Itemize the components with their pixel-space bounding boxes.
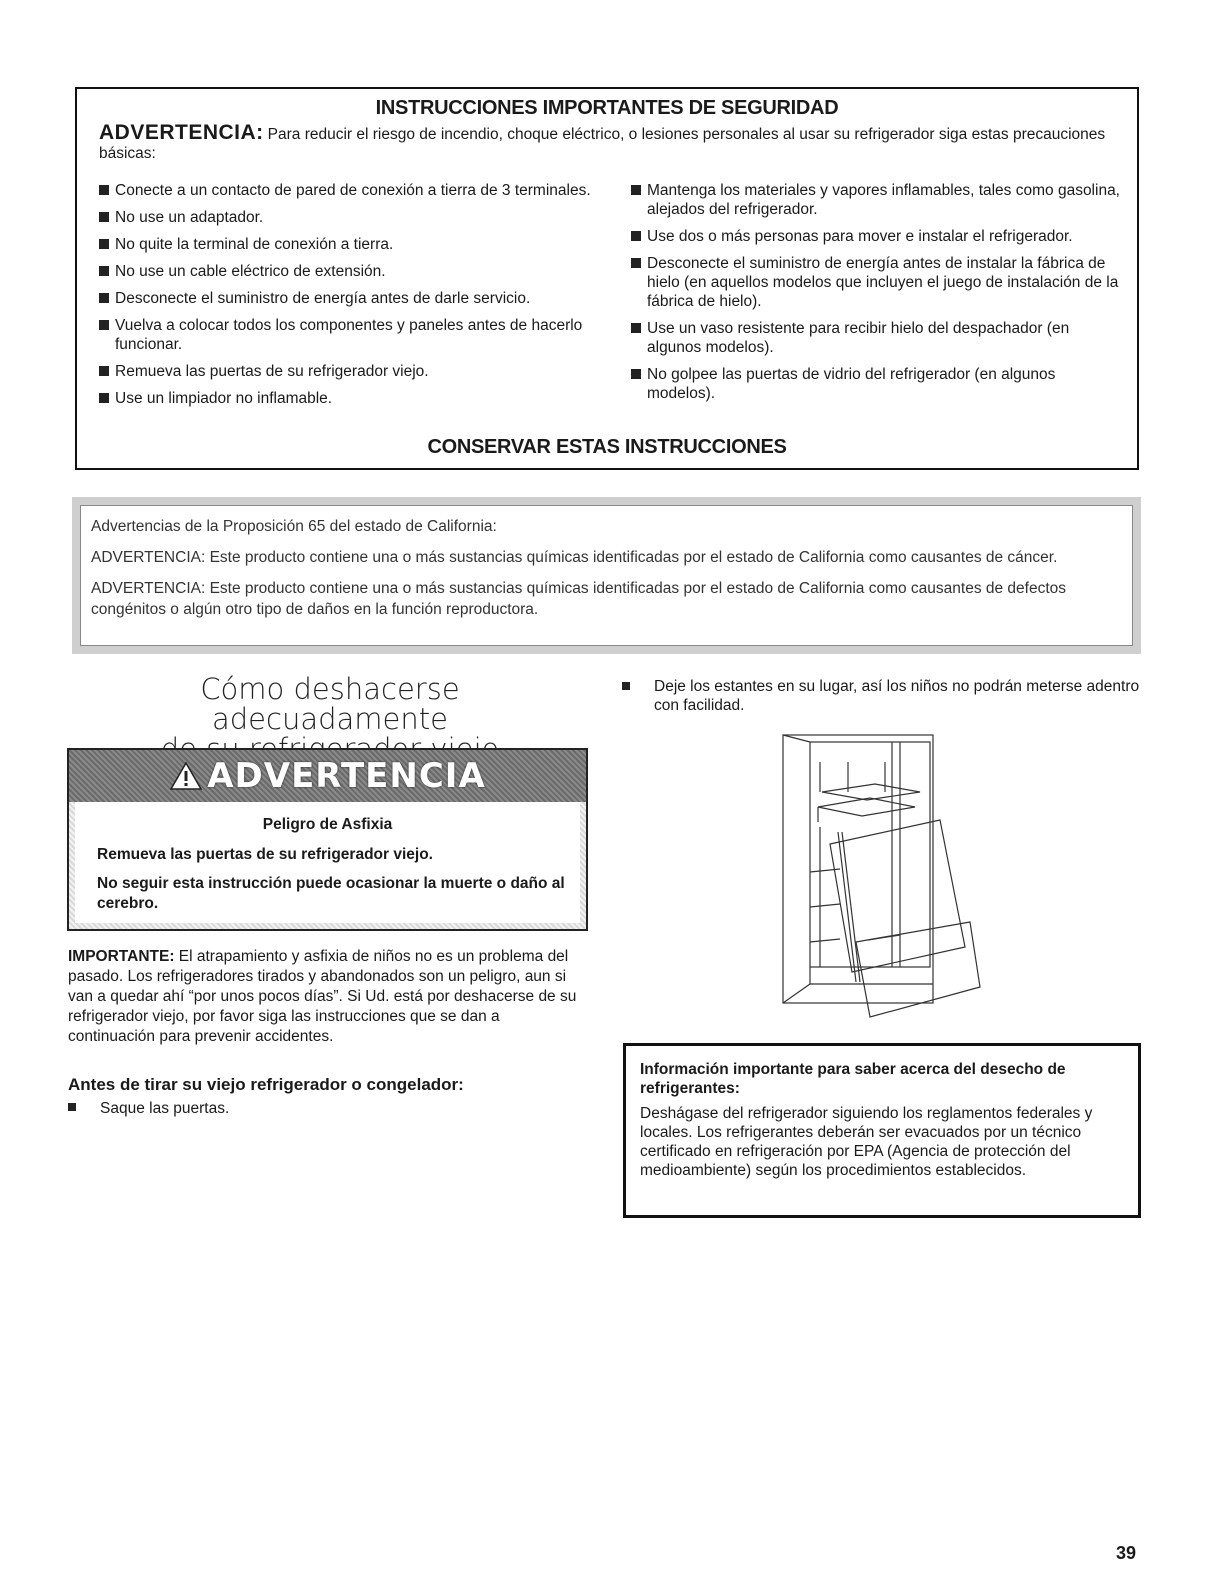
bullet-square-icon <box>631 185 641 195</box>
important-label: IMPORTANTE: <box>68 948 175 965</box>
prop65-inner <box>80 505 1133 646</box>
bullet-square-icon <box>99 366 109 376</box>
hazard-consequence: No seguir esta instrucción puede ocasionar la muerte o daño al cerebro. <box>97 875 565 912</box>
list-item: Vuelva a colocar todos los componentes y paneles antes de hacerlo funcionar. <box>99 316 599 354</box>
bullet-square-icon <box>99 212 109 222</box>
warning-text: Para reducir el riesgo de incendio, choque eléctrico, o lesiones personales al usar su refrigerador siga estas precauciones básicas: <box>99 126 1106 162</box>
warning-header-text: ADVERTENCIA <box>207 756 486 796</box>
safety-list-right <box>631 181 1121 411</box>
list-item: No use un cable eléctrico de extensión. <box>99 262 599 281</box>
prop65-warning-reproductive: ADVERTENCIA: Este producto contiene una o más sustancias químicas identificadas por el estado de California como causantes de defectos congénitos o algún otro tipo de daños en la función reproductora. <box>91 580 1067 618</box>
page-number: 39 <box>1116 1543 1137 1563</box>
bullet-square-icon <box>631 323 641 333</box>
bullet-square-icon <box>68 1103 76 1111</box>
prop65-warning-cancer: ADVERTENCIA: Este producto contiene una o más sustancias químicas identificadas por el estado de California como causantes de cáncer. <box>91 549 1058 566</box>
info-body: Deshágase del refrigerador siguiendo los reglamentos federales y locales. Los refrigerantes deberán ser evacuados por un técnico certificado en refrigeración por EPA (Agencia de protección del medioambiente) según los procedimientos establecidos. <box>640 1105 1093 1179</box>
list-item: Use un vaso resistente para recibir hielo del despachador (en algunos modelos). <box>631 319 1121 357</box>
list-item: Remueva las puertas de su refrigerador viejo. <box>99 362 599 381</box>
safety-list-left <box>99 181 599 416</box>
safety-warning <box>99 123 1119 163</box>
list-item: No quite la terminal de conexión a tierra. <box>99 235 599 254</box>
warning-header <box>69 750 586 802</box>
list-item: Mantenga los materiales y vapores inflamables, tales como gasolina, alejados del refrigerador. <box>631 181 1121 219</box>
bullet-square-icon <box>631 258 641 268</box>
bullet-square-icon <box>99 239 109 249</box>
safety-instructions-box <box>75 87 1139 470</box>
list-item: Desconecte el suministro de energía antes de instalar la fábrica de hielo (en aquellos modelos que incluyen el juego de instalación de la fábrica de hielo). <box>631 254 1121 311</box>
bullet-square-icon <box>631 231 641 241</box>
bullet-square-icon <box>99 393 109 403</box>
bullet-square-icon <box>622 682 630 690</box>
warning-body <box>75 802 580 923</box>
refrigerator-illustration <box>780 732 990 1022</box>
prop65-box <box>72 497 1141 654</box>
bullet-square-icon <box>99 266 109 276</box>
refrigerant-info-box <box>623 1043 1141 1218</box>
list-item: Desconecte el suministro de energía antes de darle servicio. <box>99 289 599 308</box>
safety-footer: CONSERVAR ESTAS INSTRUCCIONES <box>427 436 787 458</box>
list-item: Saque las puertas. <box>68 1100 229 1118</box>
list-item: Use dos o más personas para mover e instalar el refrigerador. <box>631 227 1121 246</box>
list-item: Use un limpiador no inflamable. <box>99 389 599 408</box>
hazard-instruction: Remueva las puertas de su refrigerador viejo. <box>97 846 433 863</box>
hazard-title: Peligro de Asfixia <box>262 816 393 833</box>
bullet-square-icon <box>99 293 109 303</box>
important-text: El atrapamiento y asfixia de niños no es un problema del pasado. Los refrigeradores tirados y abandonados son un peligro, aun si van a quedar ahí “por unos pocos días”. Si Ud. está por deshacerse de su refrigerador viejo, por favor siga las instrucciones que se dan a continuación para prevenir accidentes. <box>68 948 577 1045</box>
important-paragraph <box>68 947 588 1047</box>
bullet-square-icon <box>631 369 641 379</box>
safety-title: INSTRUCCIONES IMPORTANTES DE SEGURIDAD <box>375 97 839 119</box>
before-title: Antes de tirar su viejo refrigerador o congelador: <box>68 1075 464 1094</box>
list-item: No golpee las puertas de vidrio del refrigerador (en algunos modelos). <box>631 365 1121 403</box>
list-item: Conecte a un contacto de pared de conexión a tierra de 3 terminales. <box>99 181 599 200</box>
bullet-square-icon <box>99 320 109 330</box>
prop65-heading: Advertencias de la Proposición 65 del estado de California: <box>91 518 497 535</box>
warning-box <box>67 748 588 931</box>
bullet-square-icon <box>99 185 109 195</box>
list-item: No use un adaptador. <box>99 208 599 227</box>
warning-label: ADVERTENCIA: <box>99 121 264 144</box>
disposal-title: Cómo deshacerse adecuadamente <box>200 672 460 736</box>
warning-triangle-icon <box>169 761 203 791</box>
info-title: Información importante para saber acerca del desecho de refrigerantes: <box>640 1061 1066 1097</box>
